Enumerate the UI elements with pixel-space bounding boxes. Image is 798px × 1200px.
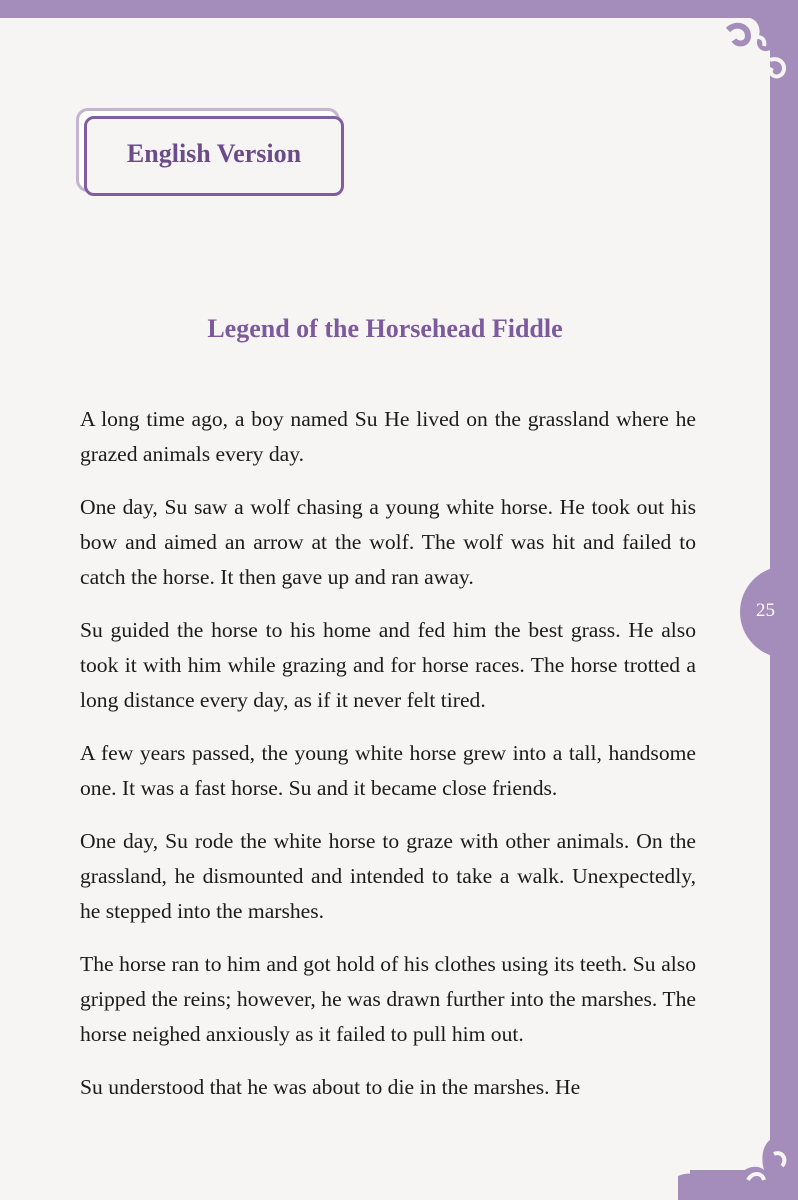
cloud-ornament-icon	[688, 0, 798, 120]
version-label-box	[84, 116, 344, 196]
page-number: 25	[756, 600, 775, 621]
cloud-ornament-icon	[678, 1080, 798, 1200]
story-body	[80, 402, 696, 1123]
story-paragraph: Su understood that he was about to die in the marshes. He	[80, 1075, 581, 1099]
story-paragraph: One day, Su saw a wolf chasing a young white horse. He took out his bow and aimed an arrow at the wolf. The wolf was hit and failed to catch the horse. It then gave up and ran away.	[80, 495, 696, 589]
version-label: English Version	[126, 139, 302, 168]
story-paragraph: The horse ran to him and got hold of his clothes using its teeth. Su also gripped the reins; however, he was drawn further into the marshes. The horse neighed anxiously as it failed to pull him out.	[80, 952, 696, 1046]
story-paragraph: A few years passed, the young white horse grew into a tall, handsome one. It was a fast horse. Su and it became close friends.	[80, 741, 696, 800]
decorative-border-top	[0, 0, 798, 18]
story-paragraph: One day, Su rode the white horse to graze with other animals. On the grassland, he dismounted and intended to take a walk. Unexpectedly, he stepped into the marshes.	[80, 829, 696, 923]
story-paragraph: A long time ago, a boy named Su He lived on the grassland where he grazed animals every day.	[80, 407, 696, 466]
story-title: Legend of the Horsehead Fiddle	[207, 314, 563, 343]
story-paragraph: Su guided the horse to his home and fed him the best grass. He also took it with him while grazing and for horse races. The horse trotted a long distance every day, as if it never felt tired.	[80, 618, 696, 712]
